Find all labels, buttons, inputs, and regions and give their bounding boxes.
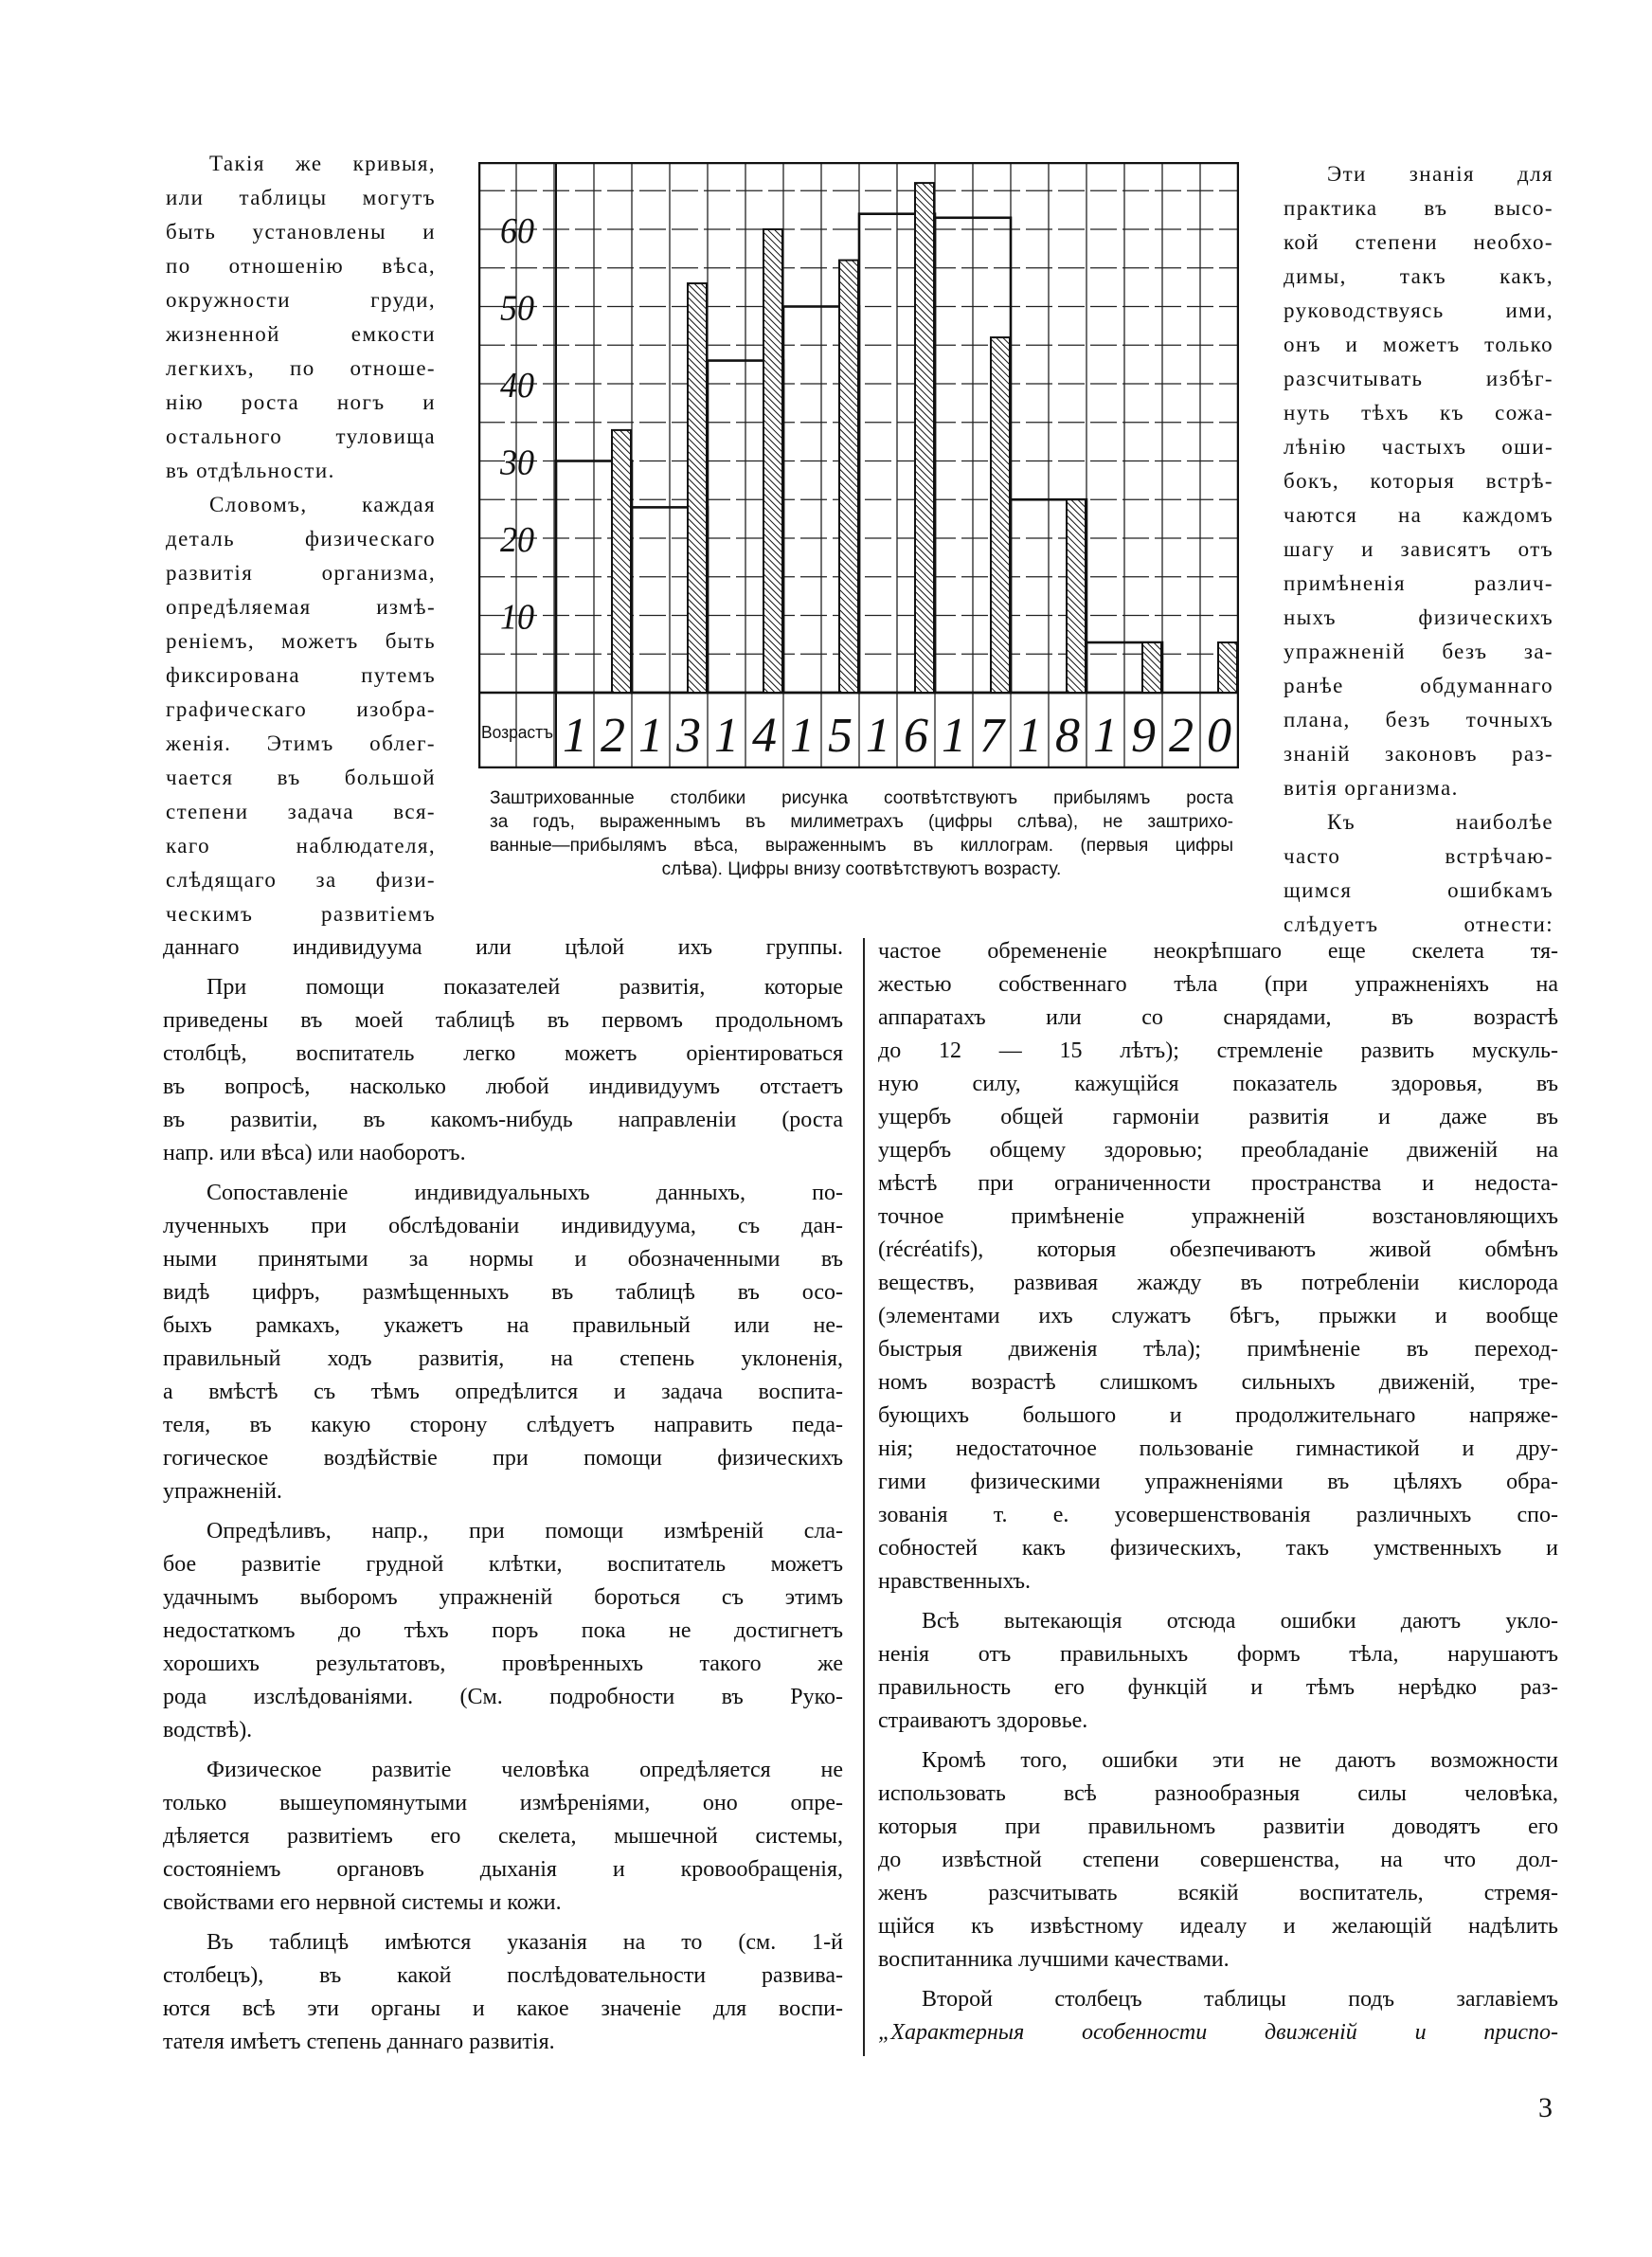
text-line: въ отдѣльности.	[166, 459, 335, 482]
text-line: правильность его функцій и тѣмъ нерѣдко раз-	[878, 1675, 1558, 1700]
age-tick-label: 13	[638, 709, 701, 763]
text-line: знаній законовъ раз-	[1284, 742, 1553, 766]
text-line: быстрыя движенія тѣла); примѣненіе въ переход-	[878, 1337, 1558, 1362]
y-tick-label: 10	[500, 597, 534, 638]
text-line: ущербъ общему здоровью; преобладаніе движеній на	[878, 1138, 1558, 1163]
text-line: Кромѣ того, ошибки эти не даютъ возможности	[922, 1748, 1558, 1773]
paragraph	[163, 1754, 843, 1920]
text-line: витія организма.	[1284, 776, 1459, 800]
paragraph	[1284, 805, 1553, 942]
text-line: разсчитывать избѣг-	[1284, 367, 1553, 390]
text-line: точное примѣненіе упражненій возстановляющихъ	[878, 1204, 1558, 1229]
text-line: быть установлены и	[166, 220, 436, 244]
text-line: Второй столбецъ таблицы подъ заглавіемъ	[922, 1987, 1558, 2012]
text-line: (récréatifs), которыя обезпечиваютъ живой обмѣнъ	[878, 1237, 1558, 1262]
paragraph	[163, 1926, 843, 2059]
growth-gain-bar	[612, 430, 631, 693]
main-left-column	[163, 931, 843, 2066]
text-line: свойствами его нервной системы и кожи.	[163, 1890, 562, 1915]
growth-gain-bar	[1218, 642, 1237, 693]
text-line: кой степени необхо-	[1284, 230, 1553, 254]
text-line: даннаго индивидуума или цѣлой ихъ группы.	[163, 935, 843, 960]
text-line: нравственныхъ.	[878, 1569, 1031, 1594]
text-line: до 12 — 15 лѣтъ); стремленіе развить мускуль-	[878, 1038, 1558, 1063]
text-line: бое развитіе грудной клѣтки, воспитатель можетъ	[163, 1552, 843, 1577]
text-line: дѣляется развитіемъ его скелета, мышечной системы,	[163, 1824, 843, 1849]
growth-gain-bar	[1142, 642, 1161, 693]
y-tick-label: 50	[500, 288, 534, 329]
text-line: упражненій безъ за-	[1284, 640, 1553, 663]
text-line: частое обремененіе неокрѣпшаго еще скелета тя-	[878, 939, 1558, 964]
text-line: упражненій.	[163, 1479, 282, 1504]
age-tick-label: 14	[714, 709, 777, 763]
y-tick-label: 20	[500, 520, 534, 560]
paragraph	[163, 971, 843, 1170]
text-line: димы, такъ какъ,	[1284, 264, 1553, 288]
text-line: При помощи показателей развитія, которые	[206, 975, 843, 1000]
text-line: использовать всѣ разнообразныя силы человѣка,	[878, 1781, 1558, 1806]
text-line: собностей какъ физическихъ, такъ умственныхъ и	[878, 1536, 1558, 1561]
text-line: нію роста ногъ и	[166, 390, 436, 414]
text-line: веществъ, развивая жажду въ потребленіи кислорода	[878, 1271, 1558, 1295]
text-line: въ развитіи, въ какомъ-нибудь направленіи (роста	[163, 1108, 843, 1132]
text-line: реніемъ, можетъ быть	[166, 629, 436, 653]
age-tick-label: 20	[1169, 709, 1231, 763]
text-line: Къ наиболѣе	[1327, 810, 1553, 834]
text-line: состояніемъ органовъ дыханія и кровообращенія,	[163, 1857, 843, 1882]
text-line: бокъ, которыя встрѣ-	[1284, 469, 1553, 493]
paragraph	[166, 488, 436, 931]
paragraph	[878, 1744, 1558, 1977]
text-line: онъ и можетъ только	[1284, 333, 1553, 356]
paragraph	[166, 147, 436, 488]
text-line: недостаткомъ до тѣхъ поръ пока не достигнетъ	[163, 1618, 843, 1643]
text-line: водствѣ).	[163, 1718, 253, 1742]
paragraph	[163, 1177, 843, 1508]
text-line: Словомъ, каждая	[209, 493, 436, 516]
text-line: только вышеупомянутыми измѣреніями, оно опре-	[163, 1791, 843, 1815]
text-line: воспитанника лучшими качествами.	[878, 1947, 1230, 1972]
text-line: женія. Этимъ облег-	[166, 731, 436, 755]
page-number: 3	[1538, 2092, 1553, 2123]
text-line: тателя имѣетъ степень даннаго развитія.	[163, 2030, 555, 2054]
figure-caption	[490, 786, 1233, 881]
age-tick-label: 16	[866, 709, 928, 763]
left-sidebar-text	[166, 147, 436, 931]
caption-line: слѣва). Цифры внизу соотвѣтствуютъ возрасту.	[661, 859, 1062, 879]
text-line: развитія организма,	[166, 561, 436, 585]
text-line: ную силу, кажущійся показатель здоровья, въ	[878, 1072, 1558, 1096]
text-line: по отношенію вѣса,	[166, 254, 436, 278]
caption-line: за годъ, выраженнымъ въ милиметрахъ (цифры слѣва), не заштрихо-	[490, 812, 1233, 832]
growth-gain-bar	[991, 337, 1010, 693]
text-line: ущербъ общей гармоніи развитія и даже въ	[878, 1105, 1558, 1129]
text-line: гими физическими упражненіями въ цѣляхъ обра-	[878, 1470, 1558, 1494]
text-line: деталь физическаго	[166, 527, 436, 551]
y-tick-label: 30	[499, 442, 534, 483]
text-line: приведены въ моей таблицѣ въ первомъ продольномъ	[163, 1008, 843, 1033]
text-line: жестью собственнаго тѣла (при упражненіяхъ на	[878, 972, 1558, 997]
text-line: Эти знанія для	[1327, 162, 1553, 186]
text-line: ныхъ физическихъ	[1284, 605, 1553, 629]
paragraph	[1284, 157, 1553, 805]
age-tick-label: 18	[1017, 709, 1080, 763]
text-line: бующихъ большого и продолжительнаго напряже-	[878, 1403, 1558, 1428]
text-line: Физическое развитіе человѣка опредѣляется не	[206, 1758, 843, 1782]
text-line: ются всѣ эти органы и какое значеніе для воспи-	[163, 1996, 843, 2021]
text-line: ненія отъ правильныхъ формъ тѣла, нарушаютъ	[878, 1642, 1558, 1667]
text-line: окружности груди,	[166, 288, 436, 312]
text-line: степени задача вся-	[166, 800, 436, 823]
main-right-column	[878, 935, 1558, 2056]
text-line: напр. или вѣса) или наоборотъ.	[163, 1141, 466, 1165]
growth-gain-bar	[688, 283, 707, 693]
text-line: остального туловища	[166, 424, 436, 448]
age-tick-label: 15	[790, 709, 853, 763]
text-line: номъ возрастѣ слишкомъ сильныхъ движеній, тре-	[878, 1370, 1558, 1395]
text-line: а вмѣстѣ съ тѣмъ опредѣлится и задача воспита-	[163, 1380, 843, 1404]
text-line: рода изслѣдованіями. (См. подробности въ Руко-	[163, 1685, 843, 1709]
text-line: часто встрѣчаю-	[1284, 844, 1553, 868]
text-line: графическаго изобра-	[166, 697, 436, 721]
text-line: опредѣляемая измѣ-	[166, 595, 436, 619]
text-line: нуть тѣхъ къ сожа-	[1284, 401, 1553, 424]
paragraph	[163, 1515, 843, 1747]
text-line: Сопоставленіе индивидуальныхъ данныхъ, по-	[206, 1181, 843, 1205]
text-line: лученныхъ при обслѣдованіи индивидуума, съ дан-	[163, 1214, 843, 1238]
paragraph	[878, 1983, 1558, 2049]
text-line: „Характерныя особенности движеній и приспо-	[878, 2020, 1558, 2045]
text-line: фиксирована путемъ	[166, 663, 436, 687]
text-line: гогическое воздѣйствіе при помощи физическихъ	[163, 1446, 843, 1471]
growth-weight-chart	[478, 162, 1239, 768]
text-line: практика въ высо-	[1284, 196, 1553, 220]
paragraph	[163, 931, 843, 965]
growth-gain-bar	[1067, 499, 1086, 693]
text-line: нія; недостаточное пользованіе гимнастикой и дру-	[878, 1436, 1558, 1461]
right-sidebar-text	[1284, 157, 1553, 942]
text-line: слѣдуетъ отнести:	[1284, 912, 1553, 936]
text-line: хорошихъ результатовъ, провѣренныхъ такого же	[163, 1652, 843, 1676]
text-line: слѣдящаго за физи-	[166, 868, 436, 892]
text-line: Такія же кривыя,	[209, 152, 436, 175]
text-line: щимся ошибкамъ	[1284, 878, 1553, 902]
text-line: руководствуясь ими,	[1284, 298, 1553, 322]
text-line: видѣ цифръ, размѣщенныхъ въ таблицѣ въ осо-	[163, 1280, 843, 1305]
text-line: плана, безъ точныхъ	[1284, 708, 1553, 731]
text-line: чаются на каждомъ	[1284, 503, 1553, 527]
text-line: легкихъ, по отноше-	[166, 356, 436, 380]
paragraph	[878, 1605, 1558, 1738]
caption-line: Заштрихованные столбики рисунка соотвѣтствуютъ прибылямъ роста	[490, 788, 1233, 808]
text-line: Въ таблицѣ имѣются указанія на то (см. 1-й	[206, 1930, 843, 1955]
text-line: въ вопросѣ, насколько любой индивидуумъ отстаетъ	[163, 1074, 843, 1099]
text-line: быхъ рамкахъ, укажетъ на правильный или не-	[163, 1313, 843, 1338]
text-line: аппаратахъ или со снарядами, въ возрастѣ	[878, 1005, 1558, 1030]
text-line: чается въ большой	[166, 766, 436, 789]
text-line: столбецъ), въ какой послѣдовательности развива-	[163, 1963, 843, 1988]
age-axis-label: Возрастъ	[481, 723, 553, 742]
text-line: зованія т. е. усовершенствованія различныхъ спо-	[878, 1503, 1558, 1527]
text-line: теля, въ какую сторону слѣдуетъ направить педа-	[163, 1413, 843, 1437]
text-line: страиваютъ здоровье.	[878, 1708, 1088, 1733]
text-line: ранѣе обдуманнаго	[1284, 674, 1553, 697]
text-line: жизненной емкости	[166, 322, 436, 346]
text-line: женъ разсчитывать всякій воспитатель, стремя-	[878, 1881, 1558, 1905]
text-line: которыя при правильномъ развитіи доводятъ его	[878, 1815, 1558, 1839]
paragraph	[878, 935, 1558, 1598]
age-tick-label: 17	[942, 709, 1004, 763]
age-tick-label: 19	[1093, 709, 1156, 763]
text-line: ными принятыми за нормы и обозначенными въ	[163, 1247, 843, 1272]
growth-gain-bar	[839, 261, 858, 693]
text-line: столбцѣ, воспитатель легко можетъ оріентироваться	[163, 1041, 843, 1066]
growth-gain-bar	[915, 183, 934, 693]
text-line: (элементами ихъ служатъ бѣгъ, прыжки и вообще	[878, 1304, 1558, 1328]
growth-gain-bar	[763, 229, 782, 693]
text-line: или таблицы могутъ	[166, 186, 436, 209]
y-tick-label: 60	[500, 211, 534, 251]
y-tick-label: 40	[500, 366, 534, 406]
text-line: каго наблюдателя,	[166, 834, 436, 858]
text-line: лѣнію частыхъ оши-	[1284, 435, 1553, 459]
text-line: удачнымъ выборомъ упражненій бороться съ этимъ	[163, 1585, 843, 1610]
text-line: щійся къ извѣстному идеалу и желающій надѣлить	[878, 1914, 1558, 1939]
text-line: Опредѣливъ, напр., при помощи измѣреній сла-	[206, 1519, 843, 1544]
column-divider	[863, 938, 865, 2056]
text-line: правильный ходъ развитія, на степень уклоненія,	[163, 1346, 843, 1371]
text-line: мѣстѣ при ограниченности пространства и недоста-	[878, 1171, 1558, 1196]
caption-line: ванные—прибылямъ вѣса, выраженнымъ въ киллограм. (первыя цифры	[490, 836, 1233, 856]
age-tick-label: 12	[563, 709, 625, 763]
text-line: Всѣ вытекающія отсюда ошибки даютъ укло-	[922, 1609, 1558, 1634]
text-line: примѣненія различ-	[1284, 571, 1553, 595]
text-line: ческимъ развитіемъ	[166, 902, 436, 926]
text-line: шагу и зависятъ отъ	[1284, 537, 1553, 561]
text-line: до извѣстной степени совершенства, на что дол-	[878, 1848, 1558, 1872]
